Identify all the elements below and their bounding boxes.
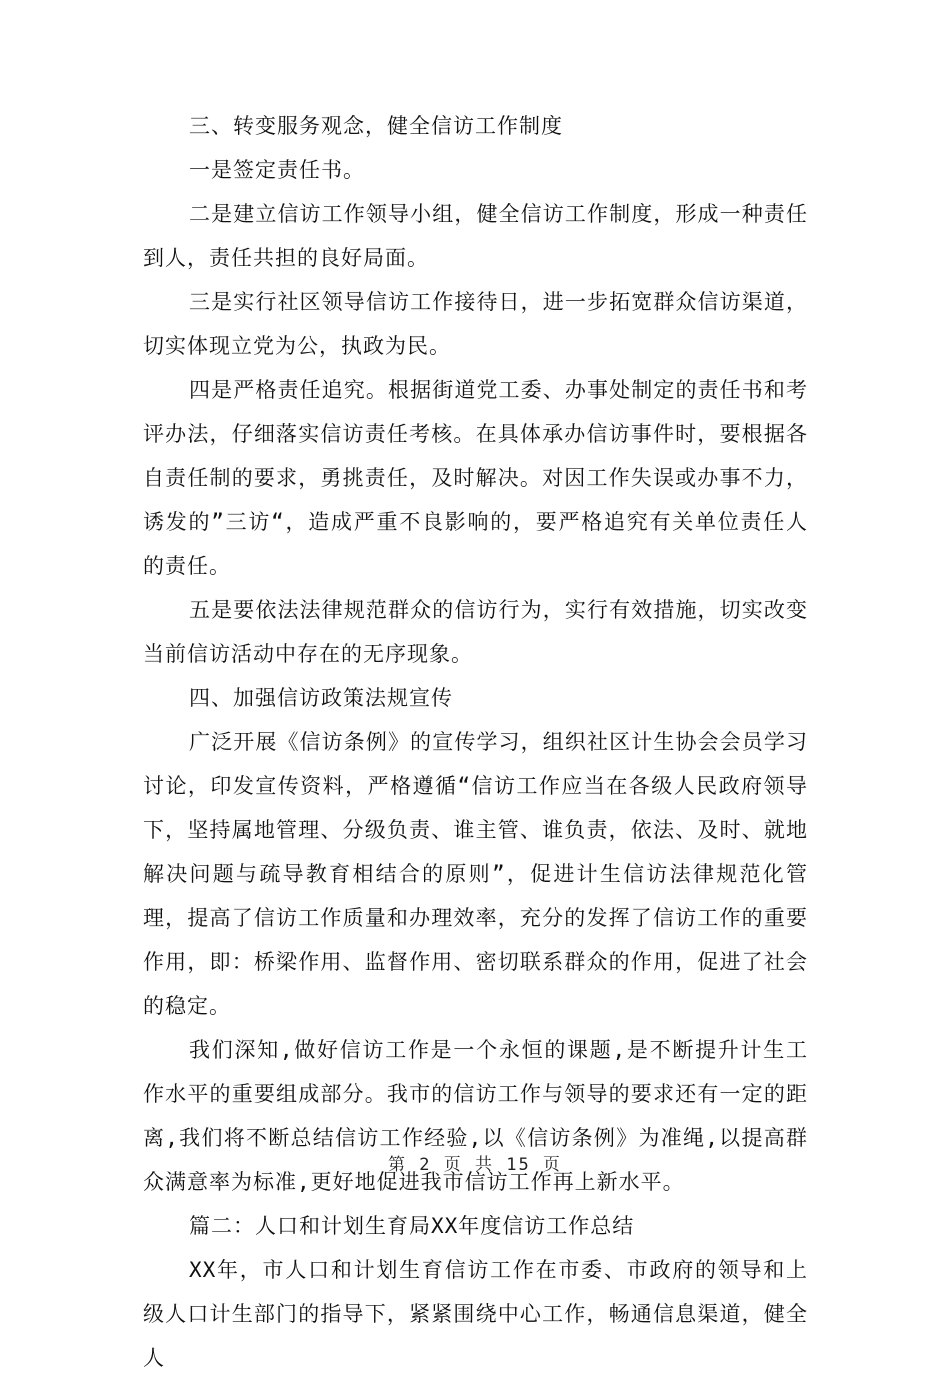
paragraph: 二是建立信访工作领导小组，健全信访工作制度，形成一种责任到人，责任共担的良好局面。 xyxy=(143,202,808,270)
paragraph: 广泛开展《信访条例》的宣传学习，组织社区计生协会会员学习讨论，印发宣传资料，严格遵循“信访工作应当在各级人民政府领导下，坚持属地管理、分级负责、谁主管、谁负责，依法、及时、就地解决问题与疏导教育相结合的原则”，促进计生信访法律规范化管理，提高了信访工作质量和办理效率，充分的发挥了信访工作的重要作用，即：桥梁作用、监督作用、密切联系群众的作用，促进了社会的稳定。 xyxy=(143,730,808,1018)
document-body xyxy=(143,104,808,1380)
paragraph: 一是签定责任书。 xyxy=(189,158,365,182)
section-heading-4: 四、加强信访政策法规宣传 xyxy=(189,686,453,710)
paragraph: 我们深知,做好信访工作是一个永恒的课题,是不断提升计生工作水平的重要组成部分。我市的信访工作与领导的要求还有一定的距离,我们将不断总结信访工作经验,以《信访条例》为准绳,以提高群众满意率为标准,更好地促进我市信访工作再上新水平。 xyxy=(143,1038,808,1194)
page-number-footer: 第 2 页 共 15 页 xyxy=(388,1155,562,1175)
paragraph: 四是严格责任追究。根据街道党工委、办事处制定的责任书和考评办法，仔细落实信访责任考核。在具体承办信访事件时，要根据各自责任制的要求，勇挑责任，及时解决。对因工作失误或办事不力，诱发的”三访“，造成严重不良影响的，要严格追究有关单位责任人的责任。 xyxy=(143,378,808,578)
paragraph: XX年，市人口和计划生育信访工作在市委、市政府的领导和上级人口计生部门的指导下，紧紧围绕中心工作，畅通信息渠道，健全人 xyxy=(143,1258,808,1370)
paragraph: 三是实行社区领导信访工作接待日，进一步拓宽群众信访渠道，切实体现立党为公，执政为民。 xyxy=(143,290,808,358)
paragraph: 五是要依法法律规范群众的信访行为，实行有效措施，切实改变当前信访活动中存在的无序现象。 xyxy=(143,598,808,666)
article-title: 篇二：人口和计划生育局XX年度信访工作总结 xyxy=(189,1214,635,1238)
section-heading-3: 三、转变服务观念，健全信访工作制度 xyxy=(189,114,563,138)
